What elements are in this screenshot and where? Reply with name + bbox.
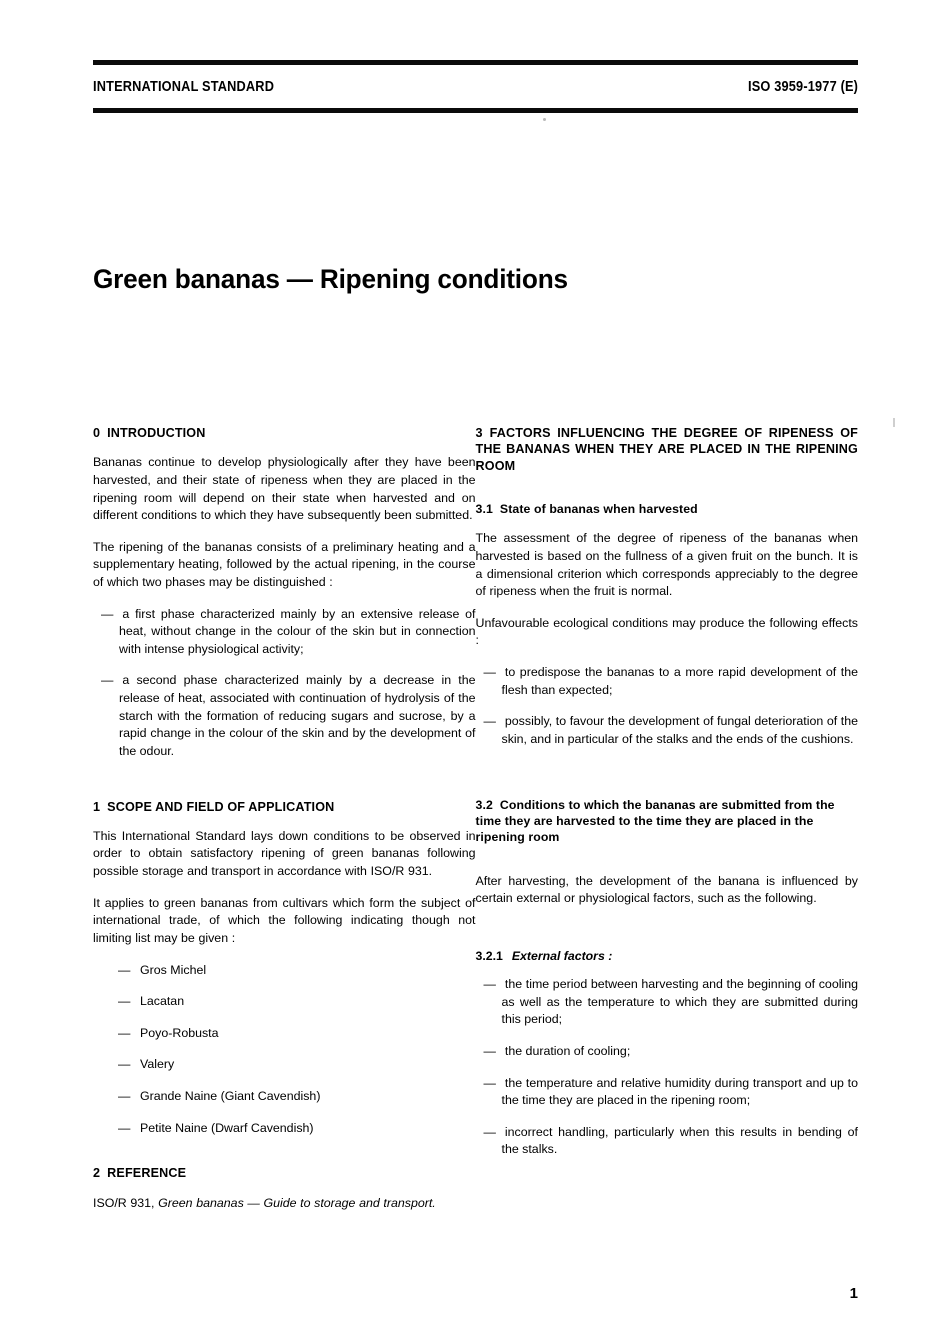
subsection-number-3-2-1: 3.2.1 (475, 948, 503, 963)
intro-dash-item-2 (93, 672, 476, 760)
subsection-heading-3-1 (476, 501, 859, 517)
scope-paragraph-2: It applies to green bananas from cultivars which form the subject of international trade, of which the following indicating though not limiting list may be given : (93, 895, 476, 945)
dash-marker: — (483, 977, 496, 992)
section-heading-introduction (93, 425, 476, 441)
list-item (118, 993, 476, 1011)
dash-marker: — (118, 962, 131, 977)
content-columns (93, 425, 858, 1226)
section-heading-factors (476, 425, 859, 474)
subsection-title-3-1: State of bananas when harvested (499, 502, 698, 517)
header-row (93, 65, 858, 108)
intro-dash-text-1: a first phase characterized mainly by an extensive release of heat, without change in the colour of the skin but in connection with intense physiological activity; (119, 606, 476, 656)
section-title-1: SCOPE AND FIELD OF APPLICATION (107, 799, 335, 814)
subsection-3-2-paragraph-1: After harvesting, the development of the banana is influenced by certain external or physiological factors, such as the following. (475, 873, 858, 906)
header-standard-type: INTERNATIONAL STANDARD (93, 79, 275, 95)
subsection-heading-3-2-1 (476, 948, 859, 964)
heading-spacer (476, 487, 859, 501)
scope-paragraph-1: This International Standard lays down conditions to be observed in order to obtain satisfactory ripening of green bananas following possible storage and transport in accordance with ISO/R 931. (93, 828, 476, 879)
dash-marker: — (118, 1120, 131, 1135)
left-column (93, 425, 476, 1226)
external-factor-text-1: the time period between harvesting and the beginning of cooling as well as the temperature to which they are submitted during this period; (501, 977, 858, 1027)
reference-number: ISO/R 931, (93, 1195, 159, 1210)
cultivar-name: Gros Michel (140, 962, 207, 977)
cultivar-list (93, 962, 476, 1138)
intro-dash-text-2: a second phase characterized mainly by a decrease in the release of heat, associated with continuation of hydrolysis of the starch with the formation of reducing sugars and sucrose, by a rapid change in the colour of the skin and by the development of the odour. (119, 673, 476, 758)
intro-dash-item-1 (93, 606, 476, 659)
cultivar-name: Lacatan (140, 994, 185, 1009)
dash-marker: — (483, 665, 496, 680)
cultivar-name: Poyo-Robusta (140, 1025, 219, 1040)
dash-marker: — (483, 1043, 496, 1058)
dash-marker: — (483, 1075, 496, 1090)
page-number: 1 (849, 1285, 858, 1302)
section-title-0: INTRODUCTION (107, 426, 206, 440)
list-item (118, 962, 476, 980)
external-factor-item-1 (476, 976, 859, 1029)
section-heading-scope (93, 799, 476, 815)
reference-title: Green bananas — Guide to storage and transport. (158, 1195, 436, 1210)
intro-paragraph-1: Bananas continue to develop physiologically after they have been harvested, and their state of ripeness when they are placed in the ripening room will depend on their state when harvested and on different conditions to which they have subsequently been submitted. (93, 455, 476, 523)
subsection-number-3-1: 3.1 (475, 502, 493, 517)
cultivar-name: Valery (140, 1057, 175, 1072)
external-factor-item-4 (476, 1124, 859, 1159)
section-spacer (93, 1151, 476, 1165)
reference-entry (93, 1195, 476, 1213)
dash-marker: — (118, 1088, 131, 1103)
scan-artifact-margin (893, 418, 895, 427)
intro-paragraph-2: The ripening of the bananas consists of a preliminary heating and a supplementary heating, followed by the actual ripening, in the course of which two phases may be distinguished : (93, 539, 476, 590)
list-item (118, 1120, 476, 1138)
dash-marker: — (118, 1025, 131, 1040)
header-standard-number: ISO 3959-1977 (E) (747, 79, 858, 95)
dash-marker: — (101, 673, 114, 688)
external-factor-text-3: the temperature and relative humidity during transport and up to the time they are placed in the ripening room; (501, 1075, 858, 1108)
section-number-3: 3 (475, 426, 483, 440)
dash-marker: — (483, 714, 496, 729)
section-spacer (476, 763, 859, 797)
subsection-3-1-dash-text-2: possibly, to favour the development of fungal deterioration of the skin, and in particular of the stalks and the ends of the cushions. (501, 714, 858, 746)
subsection-3-1-dash-text-1: to predispose the bananas to a more rapid development of the flesh than expected; (501, 665, 858, 697)
section-spacer (476, 922, 859, 948)
section-spacer (93, 775, 476, 799)
external-factor-item-2 (476, 1043, 859, 1061)
external-factor-item-3 (476, 1075, 859, 1110)
list-item (118, 1056, 476, 1074)
dash-marker: — (483, 1124, 496, 1139)
subsection-3-1-dash-item-1 (476, 664, 859, 699)
external-factor-text-4: incorrect handling, particularly when this results in bending of the stalks. (501, 1124, 858, 1157)
cultivar-name: Grande Naine (Giant Cavendish) (140, 1088, 321, 1103)
cultivar-name: Petite Naine (Dwarf Cavendish) (140, 1120, 314, 1135)
scan-artifact (543, 118, 546, 121)
external-factor-text-2: the duration of cooling; (504, 1043, 631, 1058)
section-number-0: 0 (93, 426, 101, 440)
dash-marker: — (118, 994, 131, 1009)
section-number-1: 1 (93, 799, 101, 814)
subsection-3-1-dash-item-2 (476, 713, 859, 748)
subsection-title-3-2-1: External factors : (511, 948, 613, 963)
subsection-number-3-2: 3.2 (475, 797, 493, 812)
subsection-title-3-2: Conditions to which the bananas are submitted from the time they are harvested to the time they are placed in the ripening room (475, 797, 835, 845)
section-number-2: 2 (93, 1166, 101, 1181)
subsection-3-1-paragraph-2: Unfavourable ecological conditions may produce the following effects : (475, 615, 858, 648)
subsection-heading-3-2 (476, 797, 859, 846)
section-heading-reference (93, 1165, 476, 1181)
dash-marker: — (118, 1057, 131, 1072)
section-title-2: REFERENCE (107, 1166, 187, 1181)
list-item (118, 1088, 476, 1106)
right-column (476, 425, 859, 1226)
section-title-3: FACTORS INFLUENCING THE DEGREE OF RIPENESS OF THE BANANAS WHEN THEY ARE PLACED IN THE RIPENING ROOM (475, 426, 858, 473)
list-item (118, 1025, 476, 1043)
page-title: Green bananas — Ripening conditions (93, 264, 568, 294)
dash-marker: — (101, 606, 114, 621)
heading-spacer (476, 859, 859, 873)
header-rule-bottom (93, 108, 858, 113)
page-header (93, 60, 858, 113)
subsection-3-1-paragraph-1: The assessment of the degree of ripeness of the bananas when harvested is based on the fullness of a given fruit on the bunch. It is a dimensional criterion which corresponds appreciably to the degree of ripeness when the fruit is normal. (475, 531, 858, 599)
